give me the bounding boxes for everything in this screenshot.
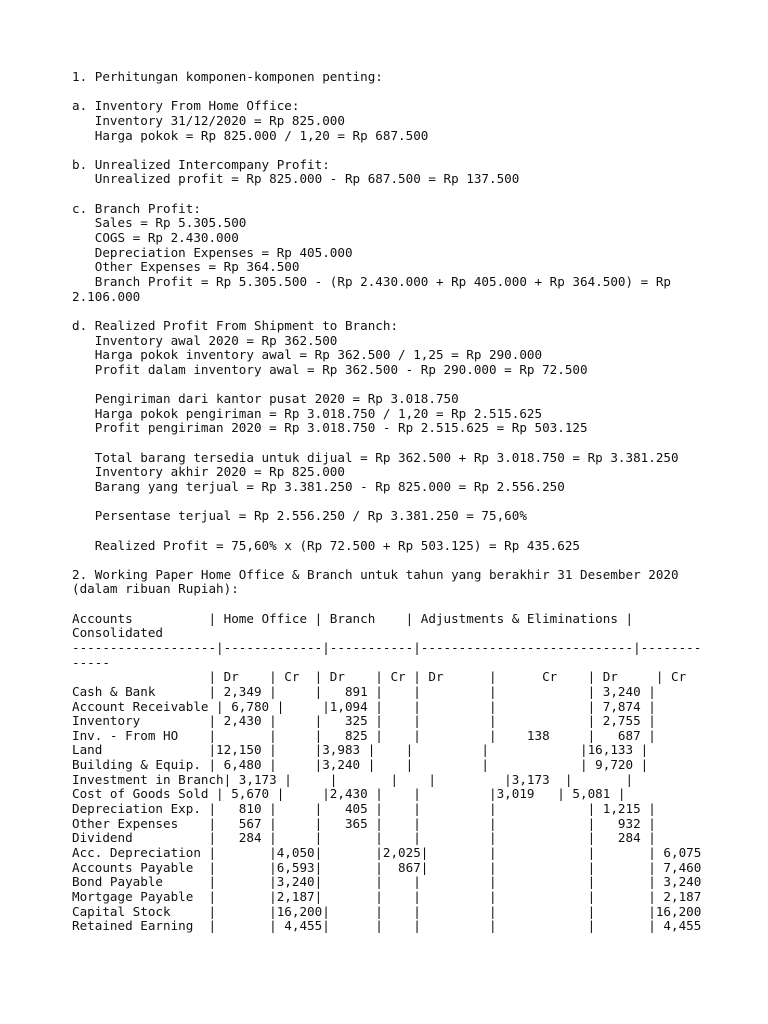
text-line: Depreciation Expenses = Rp 405.000 [72,244,353,260]
text-line: Other Expenses | 567 | | 365 | | | | 932 | [72,815,656,831]
text-line: -------------------|-------------|-----------|----------------------------|-------- [72,639,702,655]
text-line: b. Unrealized Intercompany Profit: [72,156,330,172]
text-line: c. Branch Profit: [72,200,201,216]
text-line: Sales = Rp 5.305.500 [72,215,247,231]
text-line: Investment in Branch| 3,173 | | | | |3,173 | | [72,771,634,787]
text-line: Pengiriman dari kantor pusat 2020 = Rp 3.018.750 [72,391,459,407]
text-line: Profit dalam inventory awal = Rp 362.500 - Rp 290.000 = Rp 72.500 [72,361,588,377]
text-line [72,187,752,202]
text-line: Unrealized profit = Rp 825.000 - Rp 687.500 = Rp 137.500 [72,171,520,187]
text-line [72,597,752,612]
text-line: Land |12,150 | |3,983 | | | |16,133 | [72,742,649,758]
text-line: Total barang tersedia untuk dijual = Rp 362.500 + Rp 3.018.750 = Rp 3.381.250 [72,449,679,465]
text-line [72,436,752,451]
text-line: d. Realized Profit From Shipment to Branch: [72,317,399,333]
text-line: Persentase terjual = Rp 2.556.250 / Rp 3.381.250 = 75,60% [72,508,527,524]
text-line: Harga pokok = Rp 825.000 / 1,20 = Rp 687.500 [72,127,429,143]
text-line: Profit pengiriman 2020 = Rp 3.018.750 - Rp 2.515.625 = Rp 503.125 [72,420,588,436]
text-line: Other Expenses = Rp 364.500 [72,259,300,275]
text-line: Inventory 31/12/2020 = Rp 825.000 [72,112,345,128]
text-line: Accounts Payable | |6,593| | 867| | | | 7,460 [72,859,702,875]
text-line: ----- [72,654,110,670]
text-line: Building & Equip. | 6,480 | |3,240 | | | | 9,720 | [72,757,649,773]
text-line [72,377,752,392]
text-line: Branch Profit = Rp 5.305.500 - (Rp 2.430.000 + Rp 405.000 + Rp 364.500) = Rp [72,273,671,289]
text-line: Inventory awal 2020 = Rp 362.500 [72,332,338,348]
text-line: | Dr | Cr | Dr | Cr | Dr | Cr | Dr | Cr [72,669,687,685]
text-line: Capital Stock | |16,200| | | | | |16,200 [72,903,702,919]
text-line: Acc. Depreciation | |4,050| |2,025| | | | 6,075 [72,844,702,860]
text-line: Retained Earning | | 4,455| | | | | | 4,455 [72,918,702,934]
text-line [72,553,752,568]
text-line: Account Receivable | 6,780 | |1,094 | | | | 7,874 | [72,698,656,714]
text-line: Dividend | 284 | | | | | | 284 | [72,830,656,846]
text-line: Barang yang terjual = Rp 3.381.250 - Rp 825.000 = Rp 2.556.250 [72,478,565,494]
text-line: a. Inventory From Home Office: [72,98,300,114]
text-line: Depreciation Exp. | 810 | | 405 | | | | 1,215 | [72,801,656,817]
document-page [72,70,752,934]
text-line [72,85,752,100]
text-line: Accounts | Home Office | Branch | Adjustments & Eliminations | [72,610,634,626]
text-line: (dalam ribuan Rupiah): [72,581,239,597]
text-line [72,495,752,510]
text-line: 2. Working Paper Home Office & Branch untuk tahun yang berakhir 31 Desember 2020 [72,566,679,582]
text-line: Inventory | 2,430 | | 325 | | | | 2,755 | [72,713,656,729]
text-line: Cost of Goods Sold | 5,670 | |2,430 | | |3,019 | 5,081 | [72,786,626,802]
text-line [72,524,752,539]
text-line: Bond Payable | |3,240| | | | | | 3,240 [72,874,702,890]
text-line [72,304,752,319]
text-line: COGS = Rp 2.430.000 [72,230,239,246]
text-line: Harga pokok pengiriman = Rp 3.018.750 / 1,20 = Rp 2.515.625 [72,405,543,421]
text-line: Consolidated [72,625,163,641]
text-line: Harga pokok inventory awal = Rp 362.500 / 1,25 = Rp 290.000 [72,347,543,363]
text-line: Mortgage Payable | |2,187| | | | | | 2,187 [72,888,702,904]
text-line: Realized Profit = 75,60% x (Rp 72.500 + Rp 503.125) = Rp 435.625 [72,537,580,553]
text-line [72,143,752,158]
text-line: 2.106.000 [72,288,141,304]
text-line: Inv. - From HO | | | 825 | | | 138 | 687 | [72,727,656,743]
text-line: Cash & Bank | 2,349 | | 891 | | | | 3,240 | [72,683,656,699]
text-line: Inventory akhir 2020 = Rp 825.000 [72,464,345,480]
text-line: 1. Perhitungan komponen-komponen penting: [72,69,383,84]
